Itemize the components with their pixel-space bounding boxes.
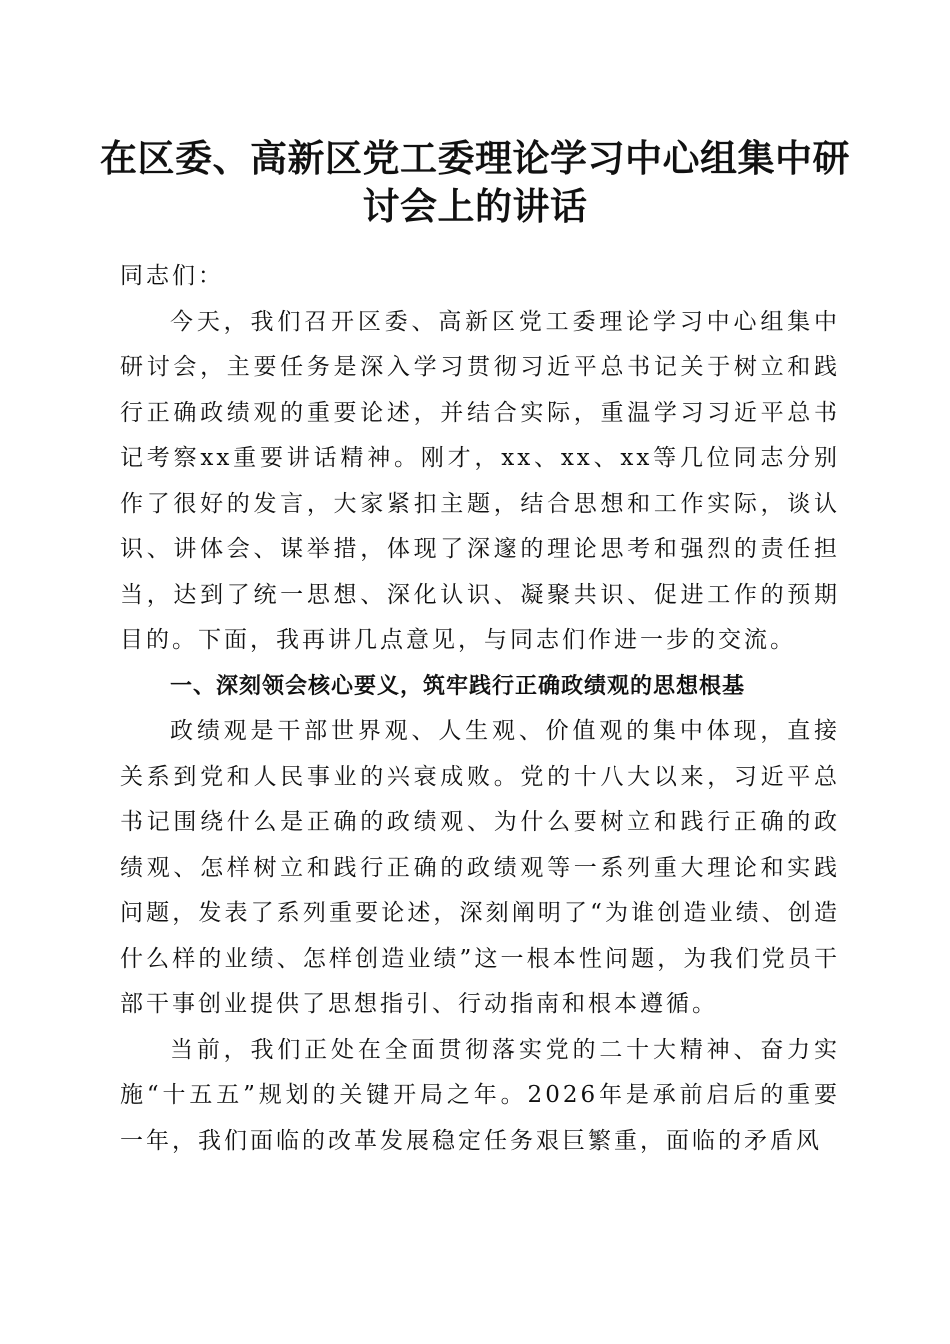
paragraph-opening: 今天，我们召开区委、高新区党工委理论学习中心组集中研讨会，主要任务是深入学习贯彻习近平总书记关于树立和践行正确政绩观的重要论述，并结合实际，重温学习习近平总书记考察xx重要讲话精神。刚才，xx、xx、xx等几位同志分别作了很好的发言，大家紧扣主题，结合思想和工作实际，谈认识、讲体会、谋举措，体现了深邃的理论思考和强烈的责任担当，达到了统一思想、深化认识、凝聚共识、促进工作的预期目的。下面，我再讲几点意见，与同志们作进一步的交流。 [120, 308, 840, 653]
paragraph-political-view: 政绩观是干部世界观、人生观、价值观的集中体现，直接关系到党和人民事业的兴衰成败。党的十八大以来，习近平总书记围绕什么是正确的政绩观、为什么要树立和践行正确的政绩观、怎样树立和践行正确的政绩观等一系列重大理论和实践问题，发表了系列重要论述，深刻阐明了“为谁创造业绩、创造什么样的业绩、怎样创造业绩”这一根本性问题，为我们党员干部干事创业提供了思想指引、行动指南和根本遵循。 [120, 718, 840, 1017]
section-heading-1: 一、深刻领会核心要义，筑牢践行正确政绩观的思想根基 [170, 673, 746, 699]
document-body [120, 254, 840, 1164]
paragraph-current-situation: 当前，我们正处在全面贯彻落实党的二十大精神、奋力实施“十五五”规划的关键开局之年。2026年是承前启后的重要一年，我们面临的改革发展稳定任务艰巨繁重，面临的矛盾风 [120, 1036, 840, 1154]
salutation: 同志们： [120, 263, 224, 289]
document-title: 在区委、高新区党工委理论学习中心组集中研讨会上的讲话 [100, 136, 850, 228]
